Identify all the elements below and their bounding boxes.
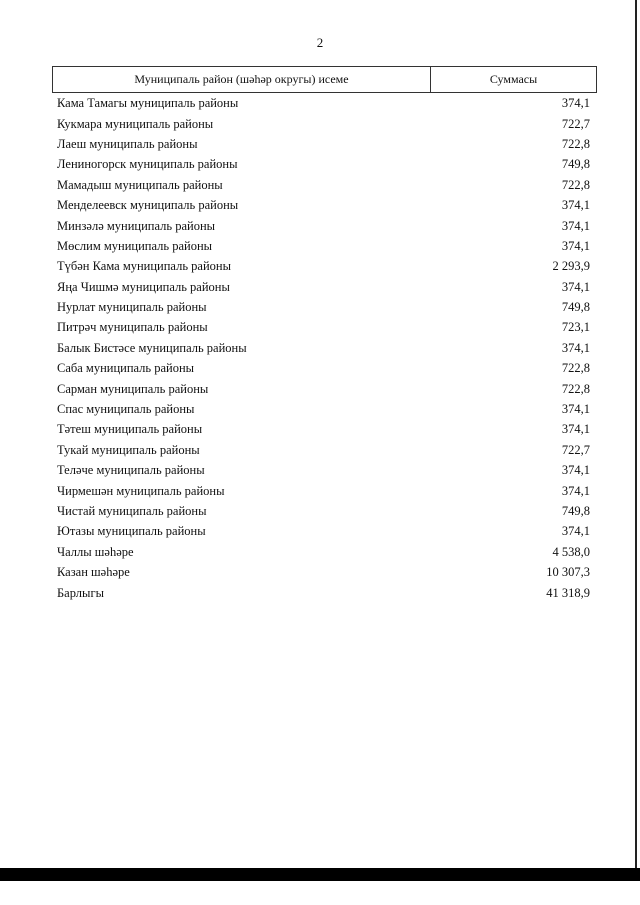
district-name: Теләче муниципаль районы <box>57 463 205 478</box>
district-name: Яңа Чишмә муниципаль районы <box>57 279 230 294</box>
table-row <box>57 460 590 480</box>
district-sum: 722,7 <box>561 116 590 131</box>
district-sum: 749,8 <box>561 504 590 518</box>
table-row <box>57 582 590 602</box>
table-body <box>57 93 590 603</box>
district-name: Барлыгы <box>57 585 104 600</box>
district-sum: 374,1 <box>561 238 590 253</box>
district-name: Чистай муниципаль районы <box>57 504 207 518</box>
column-header-sum: Суммасы <box>489 72 538 86</box>
district-sum: 374,1 <box>561 463 590 478</box>
district-sum: 722,7 <box>561 442 590 457</box>
district-sum: 374,1 <box>561 422 590 437</box>
table-row <box>57 501 590 521</box>
page-number: 2 <box>316 35 324 50</box>
table-row <box>57 297 590 317</box>
district-name: Казан шәһәре <box>57 565 130 580</box>
district-sum: 722,8 <box>561 381 590 396</box>
district-sum: 374,1 <box>561 96 590 111</box>
district-name: Чаллы шәһәре <box>57 544 134 559</box>
district-sum: 10 307,3 <box>546 565 590 580</box>
district-name: Кама Тамагы муниципаль районы <box>57 96 239 111</box>
district-sum: 723,1 <box>561 320 590 335</box>
district-name: Чирмешән муниципаль районы <box>57 483 225 498</box>
district-name: Минзәлә муниципаль районы <box>57 218 216 233</box>
table-row <box>57 236 590 256</box>
table-row <box>57 378 590 398</box>
district-sum: 722,8 <box>561 177 590 192</box>
district-sum: 374,1 <box>561 402 590 417</box>
district-sum: 374,1 <box>561 340 590 355</box>
table-row <box>57 562 590 582</box>
table-row <box>57 419 590 439</box>
district-sum: 2 293,9 <box>552 259 590 274</box>
district-sum: 374,1 <box>561 483 590 498</box>
table-row <box>57 480 590 500</box>
district-name: Тәтеш муниципаль районы <box>57 422 203 437</box>
table-row <box>57 440 590 460</box>
scan-bottom-bar <box>0 868 640 881</box>
table-row <box>57 338 590 358</box>
table-row <box>57 134 590 154</box>
district-sum: 374,1 <box>561 218 590 233</box>
district-sum: 749,8 <box>561 157 590 172</box>
district-sum: 374,1 <box>561 198 590 213</box>
district-name: Мамадыш муниципаль районы <box>57 177 223 192</box>
district-name: Нурлат муниципаль районы <box>57 300 207 315</box>
table-row <box>57 215 590 235</box>
table-row <box>57 93 590 113</box>
district-name: Саба муниципаль районы <box>57 361 195 376</box>
district-name: Мөслим муниципаль районы <box>57 238 213 253</box>
table-row <box>57 317 590 337</box>
district-name: Питрәч муниципаль районы <box>57 320 208 335</box>
district-sum: 374,1 <box>561 279 590 294</box>
district-name: Сарман муниципаль районы <box>57 381 209 396</box>
table-row <box>57 195 590 215</box>
table-row <box>57 175 590 195</box>
table-row <box>57 277 590 297</box>
district-sum: 4 538,0 <box>552 544 590 559</box>
district-name: Балык Бистәсе муниципаль районы <box>57 340 247 355</box>
district-name: Менделеевск муниципаль районы <box>57 198 239 213</box>
district-sum: 374,1 <box>561 524 590 539</box>
table-row <box>57 399 590 419</box>
scan-edge <box>635 0 637 870</box>
column-header-name: Муниципаль район (шәһәр округы) исеме <box>53 67 431 92</box>
district-name: Лениногорск муниципаль районы <box>57 157 238 172</box>
table-row <box>57 542 590 562</box>
district-sum: 722,8 <box>561 361 590 376</box>
table-row <box>57 154 590 174</box>
district-name: Кукмара муниципаль районы <box>57 116 214 131</box>
district-name: Ютазы муниципаль районы <box>57 524 206 539</box>
table-row <box>57 113 590 133</box>
district-name: Тукай муниципаль районы <box>57 442 200 457</box>
district-sum: 722,8 <box>561 136 590 151</box>
table-row <box>57 521 590 541</box>
district-sum: 41 318,9 <box>546 585 590 600</box>
district-name: Түбән Кама муниципаль районы <box>57 259 231 274</box>
table-row <box>57 256 590 276</box>
table-row <box>57 358 590 378</box>
district-name: Лаеш муниципаль районы <box>57 136 198 151</box>
district-name: Спас муниципаль районы <box>57 402 195 417</box>
table-header <box>52 66 597 93</box>
district-sum: 749,8 <box>561 300 590 315</box>
